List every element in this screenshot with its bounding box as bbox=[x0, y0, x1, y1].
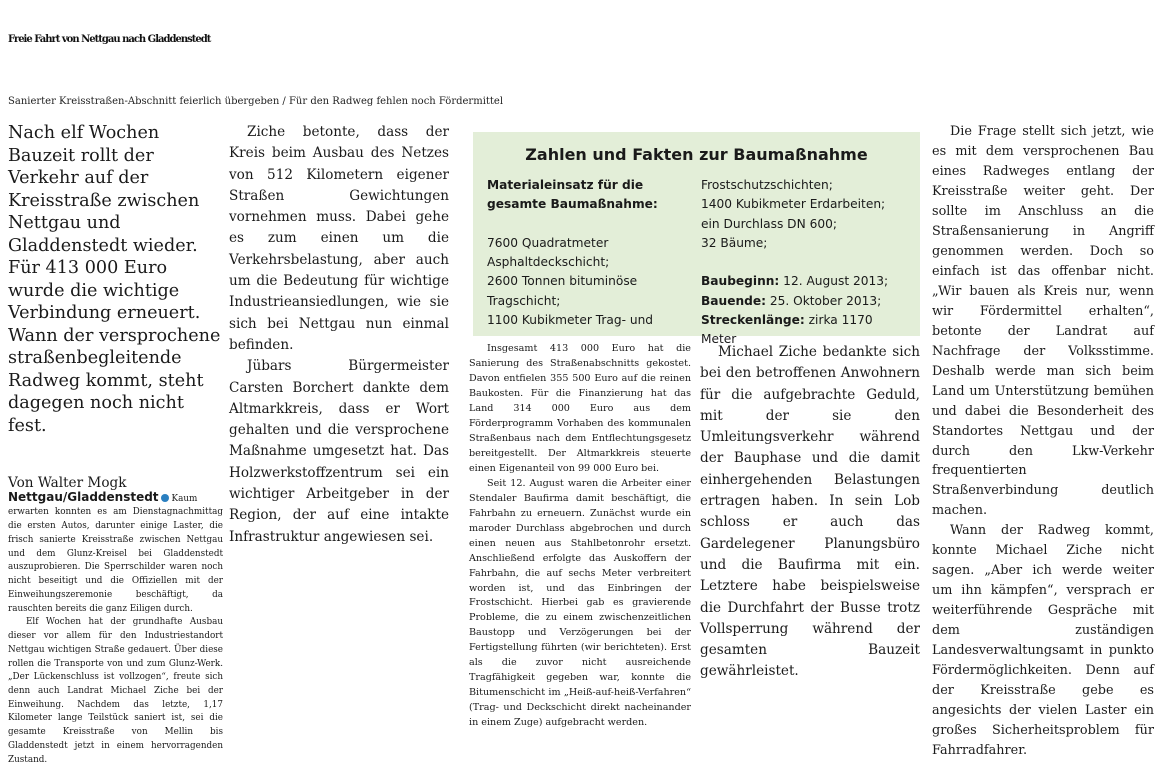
article-column-3 bbox=[469, 342, 691, 731]
material-item: 32 Bäume; bbox=[701, 235, 768, 250]
article-paragraph-7: Michael Ziche bedankte sich bei den betroffenen Anwohnern für die aufgebrachte Geduld, mit der sie den Umleitungsverkehr während der Bauphase und die damit einhergehenden Belastungen ertragen haben. In sein Lob schloss er auch das Gardelegener Planungsbüro und die Baufirma mit ein. Letztere habe beispielsweise die Durchfahrt der Busse trotz Vollsperrung während der gesamten Bauzeit gewährleistet. bbox=[700, 344, 920, 680]
material-item: 7600 Quadratmeter Asphaltdeckschicht; bbox=[487, 235, 610, 270]
facts-box-body bbox=[487, 176, 906, 350]
construction-end: Bauende: 25. Oktober 2013; bbox=[701, 293, 882, 308]
facts-box bbox=[473, 132, 920, 347]
article-lead: Nach elf Wochen Bauzeit rollt der Verkehr auf der Kreisstraße zwischen Nettgau und Gladdenstedt wieder. Für 413 000 Euro wurde die wichtige Verbindung erneuert. Wann der versprochene straßenbegleitende Radweg kommt, steht dagegen noch nicht fest. bbox=[8, 123, 221, 436]
article-column-1 bbox=[8, 122, 223, 767]
article-column-2 bbox=[229, 122, 449, 548]
route-length: Streckenlänge: zirka 1170 Meter bbox=[701, 313, 873, 347]
article-paragraph-5: Insgesamt 413 000 Euro hat die Sanierung des Straßenabschnitts gekostet. Davon entfielen 355 500 Euro auf die reinen Baukosten. Für die Finanzierung hat das Land 314 000 Euro aus dem Förderprogramm Vorhaben des kommunalen Straßenbaus nach dem Entflechtungsgesetz bereitgestellt. Der Altmarkkreis steuerte einen Eigenanteil von 99 000 Euro bei. bbox=[469, 343, 691, 474]
author-byline: Von Walter Mogk bbox=[8, 475, 127, 491]
material-item: 2600 Tonnen bituminöse Tragschicht; bbox=[487, 274, 638, 308]
construction-start: Baubeginn: 12. August 2013; bbox=[701, 274, 889, 289]
headline: Freie Fahrt von Nettgau nach Gladdenstedt bbox=[8, 34, 211, 45]
article-paragraph-2: Elf Wochen hat der grundhafte Ausbau dieser vor allem für den Industriestandort Nettgau wichtigen Straße gedauert. Über diese rollen die Transporte von und zum Glunz-Werk. „Der Lückenschluss ist vollzogen“, freute sich denn auch Landrat Michael Ziche bei der Einweihung. Nachdem das letzte, 1,17 Kilometer lange Teilstück saniert ist, sei die gesamte Kreisstraße von Mellin bis Gladdenstedt jetzt in einem hervorragenden Zustand. bbox=[8, 617, 223, 765]
subheadline: Sanierter Kreisstraßen-Abschnitt feierlich übergeben / Für den Radweg fehlen noch Fördermittel bbox=[8, 96, 504, 107]
material-heading: Materialeinsatz für die gesamte Baumaßnahme: bbox=[487, 178, 658, 212]
article-paragraph-1 bbox=[8, 491, 223, 617]
article-column-4 bbox=[700, 342, 920, 683]
article-paragraph-6: Seit 12. August waren die Arbeiter einer Stendaler Baufirma damit beschäftigt, die Fahrbahn zu erneuern. Zunächst wurde ein maroder Durchlass abgebrochen und durch einen neuen aus Stahlbetonrohr ersetzt. Anschließend erfolgte das Auskoffern der Fahrbahn, die auf sechs Meter verbreitert worden ist, und das Einbringen der Frostschicht. Hierbei gab es gravierende Probleme, die zu einem zwischenzeitlichen Baustopp und Verzögerungen bei der Fertigstellung führten (wir berichteten). Erst als die zuvor nicht ausreichende Tragfähigkeit gegeben war, konnte die Bitumenschicht im „Heiß-auf-heiß-Verfahren“ (Trag- und Deckschicht direkt nacheinander in einem Zuge) aufgebracht werden. bbox=[469, 477, 691, 729]
paragraph-text: Kaum erwarten konnten es am Dienstagnachmittag die ersten Autos, darunter einige Laster, die frisch sanierte Kreisstraße zwischen Nettgau und dem Glunz-Kreisel bei Gladdenstedt auszuprobieren. Die Sperrschilder waren noch nicht beseitigt und die Offiziellen mit der Einweihungszeremonie beschäftigt, da rauschten bereits die ganz Eiligen durch. bbox=[8, 493, 223, 614]
material-item: Frostschutzschichten; bbox=[701, 178, 833, 192]
facts-box-right bbox=[701, 176, 906, 350]
dateline-bullet-icon bbox=[161, 494, 169, 502]
article-paragraph-4: Jübars Bürgermeister Carsten Borchert dankte dem Altmarkkreis, dass er Wort gehalten und die versprochene Maßnahme umgesetzt hat. Das Holzwerkstoffzentrum sei ein wichtiger Arbeitgeber in der Region, der auf eine intakte Infrastruktur angewiesen sei. bbox=[229, 358, 449, 545]
article-paragraph-9: Wann der Radweg kommt, konnte Michael Ziche nicht sagen. „Aber ich werde weiter um ihn kämpfen“, versprach er weiterführende Gespräche mit dem zuständigen Landesverwaltungsamt in punkto Fördermöglichkeiten. Denn auf der Kreisstraße gebe es angesichts der vielen Laster ein großes Sicherheitsproblem für Fahrradfahrer. bbox=[932, 523, 1154, 759]
material-item: 1100 Kubikmeter Trag- und bbox=[487, 313, 654, 328]
facts-box-left bbox=[487, 176, 692, 350]
material-item: 1400 Kubikmeter Erdarbeiten; bbox=[701, 197, 886, 212]
dateline: Nettgau/Gladdenstedt bbox=[8, 489, 159, 504]
article-column-5 bbox=[932, 122, 1154, 761]
article-paragraph-3: Ziche betonte, dass der Kreis beim Ausbau des Netzes von 512 Kilometern eigener Straßen Gewichtungen vornehmen muss. Dabei gehe es zum einen um die Verkehrsbelastung, aber auch um die Bedeutung für wichtige Industrieansiedlungen, wie sie sich bei Nettgau nun einmal befinden. bbox=[229, 124, 449, 353]
article-paragraph-8: Die Frage stellt sich jetzt, wie es mit dem versprochenen Bau eines Radweges entlang der Kreisstraße weiter geht. Der sollte im Anschluss an die Straßensanierung in Angriff genommen werden. Doch so einfach ist das offenbar nicht. „Wir bauen als Kreis nur, wenn wir Fördermittel erhalten“, betonte der Landrat auf Nachfrage der Volksstimme. Deshalb werde man sich beim Land um Unterstützung bemühen und dabei die Besonderheit des Standortes Nettgau und der durch den Lkw-Verkehr frequentierten Straßenverbindung deutlich machen. bbox=[932, 124, 1154, 519]
facts-box-title: Zahlen und Fakten zur Baumaßnahme bbox=[525, 145, 868, 164]
material-item: ein Durchlass DN 600; bbox=[701, 216, 837, 231]
